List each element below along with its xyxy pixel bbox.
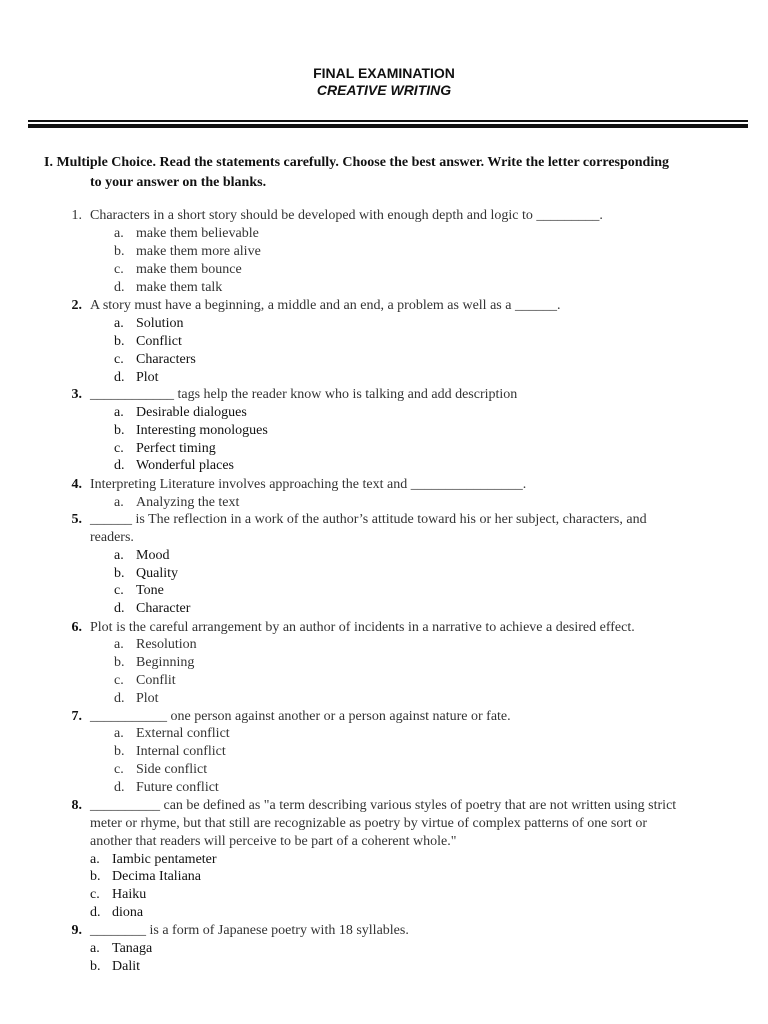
option-3d: d. Wonderful places: [114, 458, 234, 473]
question-text-line-2: readers.: [90, 530, 134, 545]
option-6c: c. Conflit: [114, 673, 176, 688]
question-5: [71, 511, 647, 529]
option-5a: a. Mood: [114, 548, 170, 563]
option-6b: b. Beginning: [114, 655, 195, 670]
option-3b: b. Interesting monologues: [114, 423, 268, 438]
question-text-line-1: __________ can be defined as "a term describing various styles of poetry that are not written using strict: [90, 798, 677, 813]
question-number: 1.: [71, 208, 82, 223]
question-number: 4.: [71, 477, 82, 492]
question-5-continued: [90, 529, 134, 547]
option-5b: b. Quality: [114, 566, 178, 581]
question-text: Characters in a short story should be developed with enough depth and logic to _________.: [90, 208, 603, 223]
option-7c: c. Side conflict: [114, 762, 208, 777]
question-9: [71, 922, 409, 940]
question-number: 5.: [71, 512, 82, 527]
option-5d: d. Character: [114, 601, 191, 616]
option-1b: b. make them more alive: [114, 244, 261, 259]
option-1d: d. make them talk: [114, 280, 223, 295]
question-text: ____________ tags help the reader know who is talking and add description: [90, 387, 518, 402]
question-number: 7.: [71, 709, 82, 724]
question-number: 2.: [71, 298, 82, 313]
header-divider-thin: [28, 120, 748, 122]
question-number: 6.: [71, 620, 82, 635]
option-8b: b. Decima Italiana: [90, 869, 202, 884]
option-3a: a. Desirable dialogues: [114, 405, 247, 420]
option-3c: c. Perfect timing: [114, 441, 216, 456]
instructions-line-1: I. Multiple Choice. Read the statements carefully. Choose the best answer. Write the letter corresponding: [44, 155, 670, 170]
option-2c: c. Characters: [114, 352, 196, 367]
option-8c: c. Haiku: [90, 887, 147, 902]
option-2d: d. Plot: [114, 370, 159, 385]
question-1: [71, 207, 603, 225]
option-9b: b. Dalit: [90, 959, 140, 974]
question-8: [71, 797, 677, 815]
question-text: Plot is the careful arrangement by an author of incidents in a narrative to achieve a desired effect.: [90, 620, 635, 635]
question-text: Interpreting Literature involves approaching the text and ________________.: [90, 477, 527, 492]
question-text-line-3: another that readers will perceive to be part of a coherent whole.": [90, 834, 457, 849]
question-number: 8.: [71, 798, 82, 813]
option-5c: c. Tone: [114, 583, 164, 598]
exam-title: FINAL EXAMINATION: [313, 65, 455, 81]
instructions-line-2: to your answer on the blanks.: [90, 175, 267, 190]
option-4a: a. Analyzing the text: [114, 495, 240, 510]
section-instructions: [44, 153, 734, 193]
question-7: [71, 708, 511, 726]
option-1a: a. make them believable: [114, 226, 259, 241]
question-2: [71, 297, 561, 315]
question-number: 9.: [71, 923, 82, 938]
question-text: ________ is a form of Japanese poetry with 18 syllables.: [90, 923, 409, 938]
header-divider-thick: [28, 124, 748, 128]
option-7d: d. Future conflict: [114, 780, 219, 795]
option-2a: a. Solution: [114, 316, 184, 331]
question-8-continued-1: [90, 815, 647, 833]
question-6: [71, 619, 635, 637]
question-text-line-2: meter or rhyme, but that still are recognizable as poetry by virtue of complex patterns of one sort or: [90, 816, 648, 831]
question-number: 3.: [71, 387, 82, 402]
question-8-continued-2: [90, 833, 456, 851]
option-8a: a. Iambic pentameter: [90, 852, 217, 867]
option-2b: b. Conflict: [114, 334, 182, 349]
option-7a: a. External conflict: [114, 726, 230, 741]
question-text: ___________ one person against another or a person against nature or fate.: [90, 709, 511, 724]
exam-subtitle: CREATIVE WRITING: [316, 82, 452, 98]
option-8d: d. diona: [90, 905, 144, 920]
question-text: A story must have a beginning, a middle and an end, a problem as well as a ______.: [90, 298, 561, 313]
option-1c: c. make them bounce: [114, 262, 242, 277]
option-6a: a. Resolution: [114, 637, 197, 652]
option-6d: d. Plot: [114, 691, 159, 706]
option-9a: a. Tanaga: [90, 941, 153, 956]
question-4: [71, 476, 527, 494]
question-text-line-1: ______ is The reflection in a work of the author’s attitude toward his or her subject, characters, and: [90, 512, 647, 527]
option-7b: b. Internal conflict: [114, 744, 226, 759]
question-3: [71, 386, 518, 404]
